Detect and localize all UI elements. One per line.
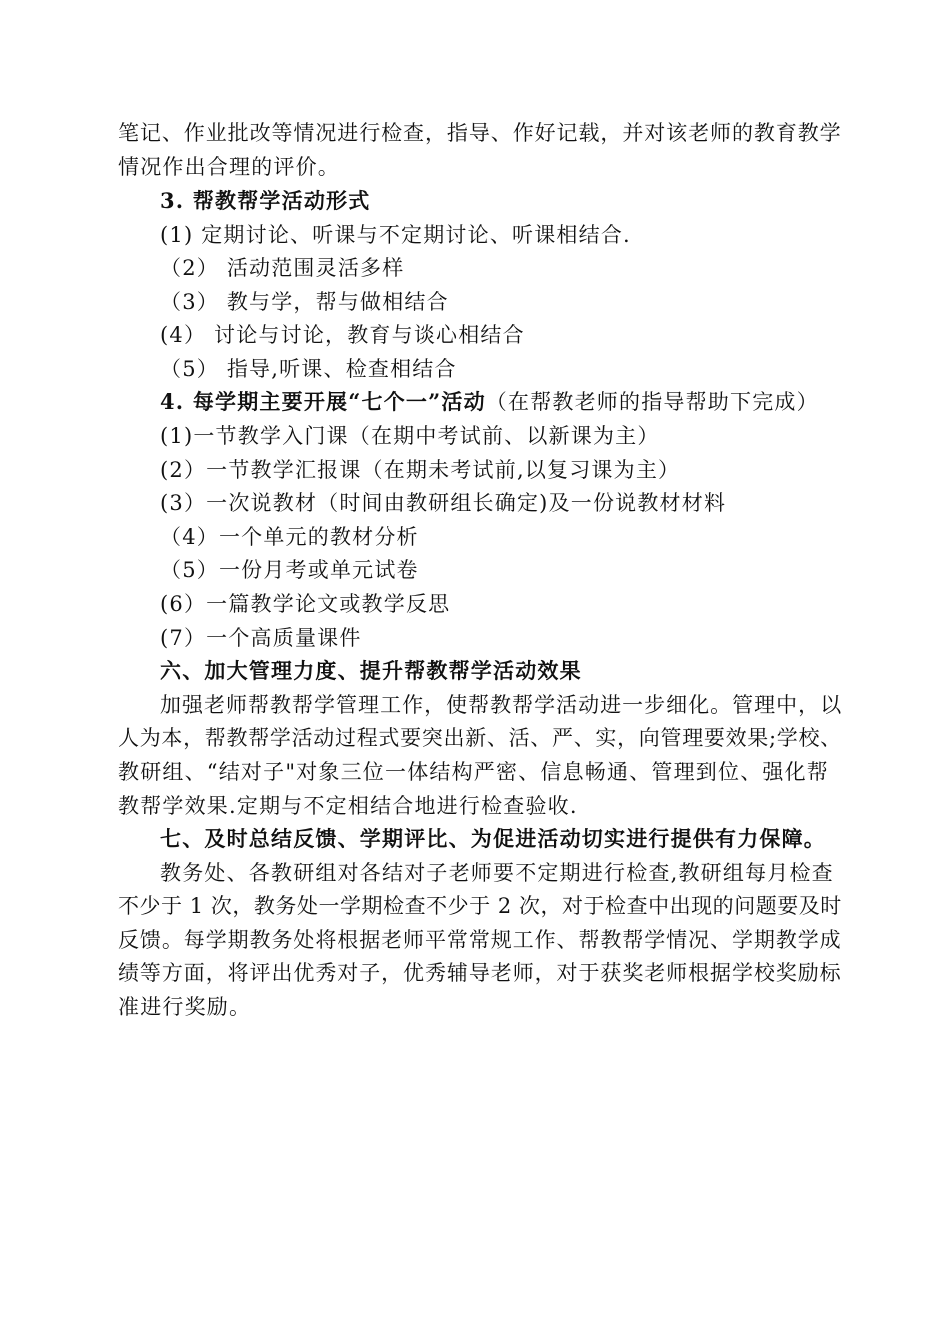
list-item-5: （5） 指导,听课、检查相结合 (160, 357, 457, 381)
paragraph-six-line-3: 教研组、“结对子"对象三位一体结构严密、信息畅通、管理到位、强化帮 (118, 760, 829, 784)
section-heading-4-note: （在帮教老师的指导帮助下完成） (485, 390, 819, 414)
section-heading-seven: 七、及时总结反馈、学期评比、为促进活动切实进行提供有力保障。 (160, 826, 826, 851)
list-item-3: （3） 教与学，帮与做相结合 (160, 290, 449, 314)
activity-item-7: (7）一个高质量课件 (160, 626, 362, 650)
paragraph-seven-line-5: 准进行奖励。 (118, 995, 252, 1019)
activity-item-3: (3）一次说教材（时间由教研组长确定)及一份说教材材料 (160, 491, 727, 515)
activity-item-2: (2）一节教学汇报课（在期未考试前,以复习课为主） (160, 458, 681, 482)
section-heading-4-title: 4. 每学期主要开展“七个一”活动 (160, 389, 486, 414)
activity-item-4: （4）一个单元的教材分析 (160, 525, 419, 549)
paragraph-seven-line-3: 反馈。每学期教务处将根据老师平常常规工作、帮教帮学情况、学期教学成 (118, 928, 842, 952)
paragraph-line-1: 笔记、作业批改等情况进行检查，指导、作好记载，并对该老师的教育教学 (118, 121, 842, 145)
paragraph-line-2: 情况作出合理的评价。 (118, 155, 340, 179)
paragraph-six-line-1: 加强老师帮教帮学管理工作，使帮教帮学活动进一步细化。管理中，以 (160, 693, 843, 717)
activity-item-5: （5）一份月考或单元试卷 (160, 558, 419, 582)
section-heading-4 (160, 387, 819, 417)
activity-item-6: (6）一篇教学论文或教学反思 (160, 592, 451, 616)
activity-item-1: (1)一节教学入门课（在期中考试前、以新课为主） (160, 424, 660, 448)
paragraph-seven-line-2: 不少于 1 次，教务处一学期检查不少于 2 次，对于检查中出现的问题要及时 (118, 894, 842, 918)
paragraph-seven-line-4: 绩等方面，将评出优秀对子，优秀辅导老师，对于获奖老师根据学校奖励标 (118, 961, 842, 985)
section-heading-3: 3. 帮教帮学活动形式 (160, 188, 371, 213)
list-item-1: (1) 定期讨论、听课与不定期讨论、听课相结合. (160, 223, 631, 247)
list-item-4: (4） 讨论与讨论，教育与谈心相结合 (160, 323, 525, 347)
section-heading-six: 六、加大管理力度、提升帮教帮学活动效果 (160, 658, 582, 683)
paragraph-seven-line-1: 教务处、各教研组对各结对子老师要不定期进行检查,教研组每月检查 (160, 861, 834, 885)
paragraph-six-line-4: 教帮学效果.定期与不定相结合地进行检查验收. (118, 794, 578, 818)
paragraph-six-line-2: 人为本，帮教帮学活动过程式要突出新、活、严、实，向管理要效果;学校、 (118, 726, 842, 750)
list-item-2: （2） 活动范围灵活多样 (160, 256, 405, 280)
